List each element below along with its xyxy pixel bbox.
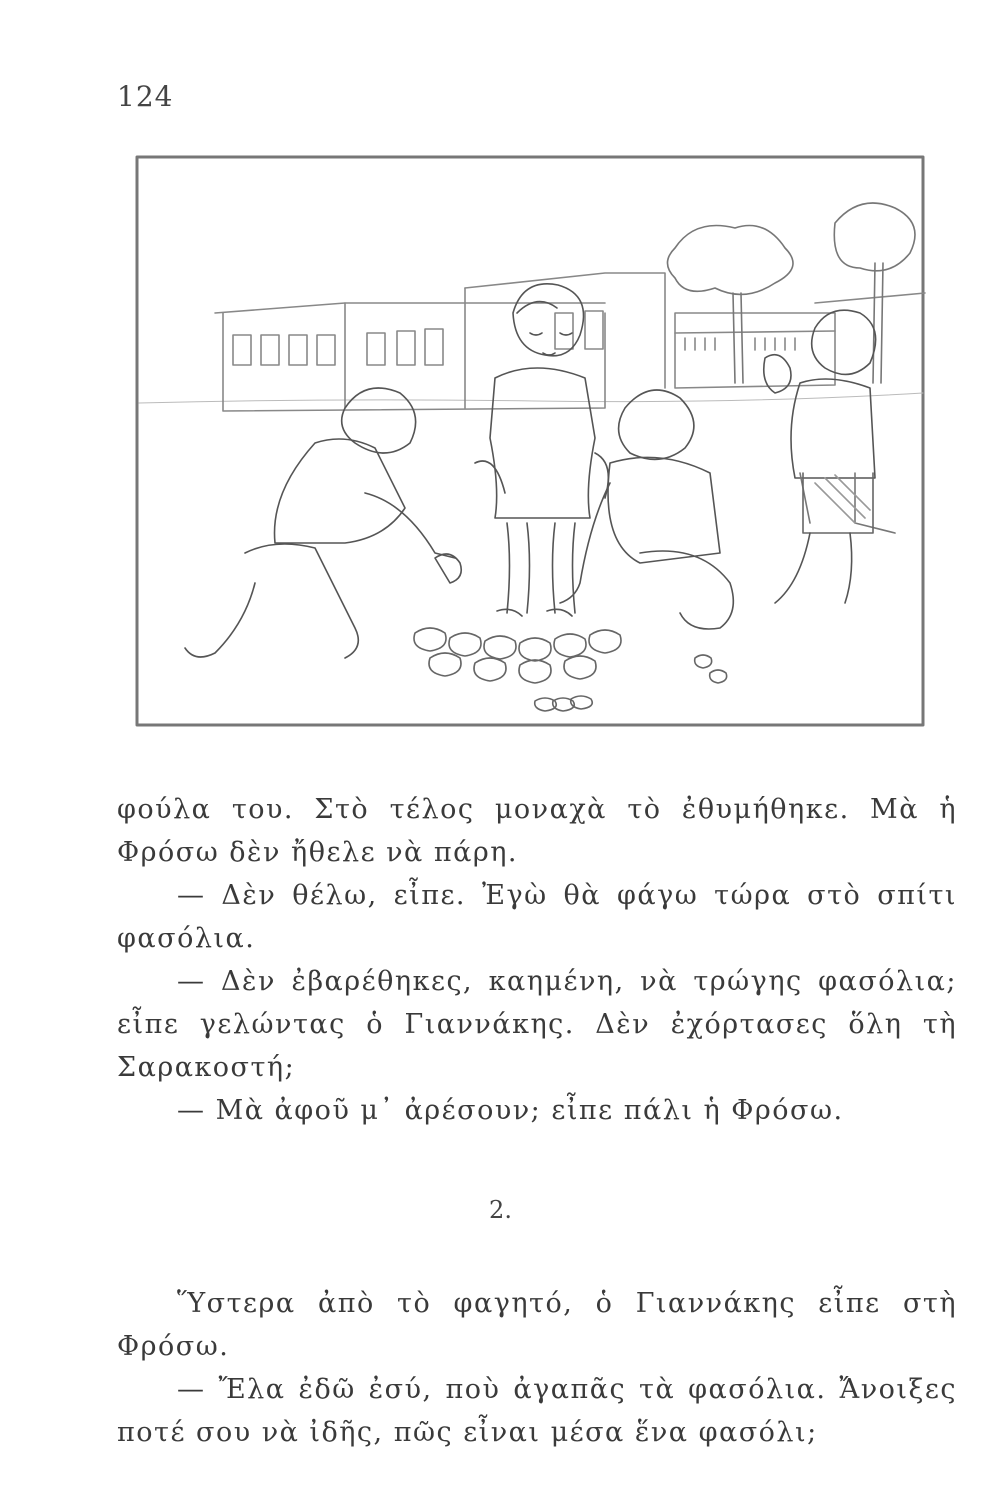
standing-boy-figure-drawing [764,310,895,603]
text-line: εἶπε γελώντας ὁ Γιαννάκης. Δὲν ἐχόρτασες ὅλη τὴ [117,1009,957,1040]
illustration-frame [137,157,923,725]
tree-drawing [668,203,916,383]
children-playing-marbles-illustration [135,153,927,731]
left-boy-figure-drawing [185,388,461,658]
text-line: ποτέ σου νὰ ἰδῆς, πῶς εἶναι μέσα ἕνα φασόλι; [117,1417,818,1448]
text-line: — Ἔλα ἐδῶ ἐσύ, ποὺ ἀγαπᾶς τὰ φασόλια. Ἄνοιξες [177,1374,957,1405]
text-line: φούλα του. Στὸ τέλος μοναχὰ τὸ ἐθυμήθηκε. Μὰ ἡ [117,794,957,825]
text-line: Ὕστερα ἀπὸ τὸ φαγητό, ὁ Γιαννάκης εἶπε στὴ [177,1288,957,1319]
text-line: Σαρακοστή; [117,1052,296,1083]
right-boy-figure-drawing [560,390,733,629]
text-block-top [117,788,957,1132]
right-building-drawing [675,293,925,388]
text-line: Φρόσω δὲν ἤθελε νὰ πάρη. [117,837,518,868]
stones-drawing [414,628,727,711]
text-block-bottom [117,1282,957,1454]
text-line: φασόλια. [117,923,256,954]
section-number: 2. [489,1196,512,1224]
text-line: — Δὲν ἐβαρέθηκες, καημένη, νὰ τρώγης φασόλια; [177,966,957,997]
text-line: — Δὲν θέλω, εἶπε. Ἐγὼ θὰ φάγω τώρα στὸ σπίτι [177,880,957,911]
school-building-drawing [215,273,665,411]
text-line: Φρόσω. [117,1331,230,1362]
girl-figure-drawing [475,284,608,616]
text-line: — Μὰ ἀφοῦ μ᾽ ἀρέσουν; εἶπε πάλι ἡ Φρόσω. [177,1095,844,1126]
page-number: 124 [117,80,174,113]
